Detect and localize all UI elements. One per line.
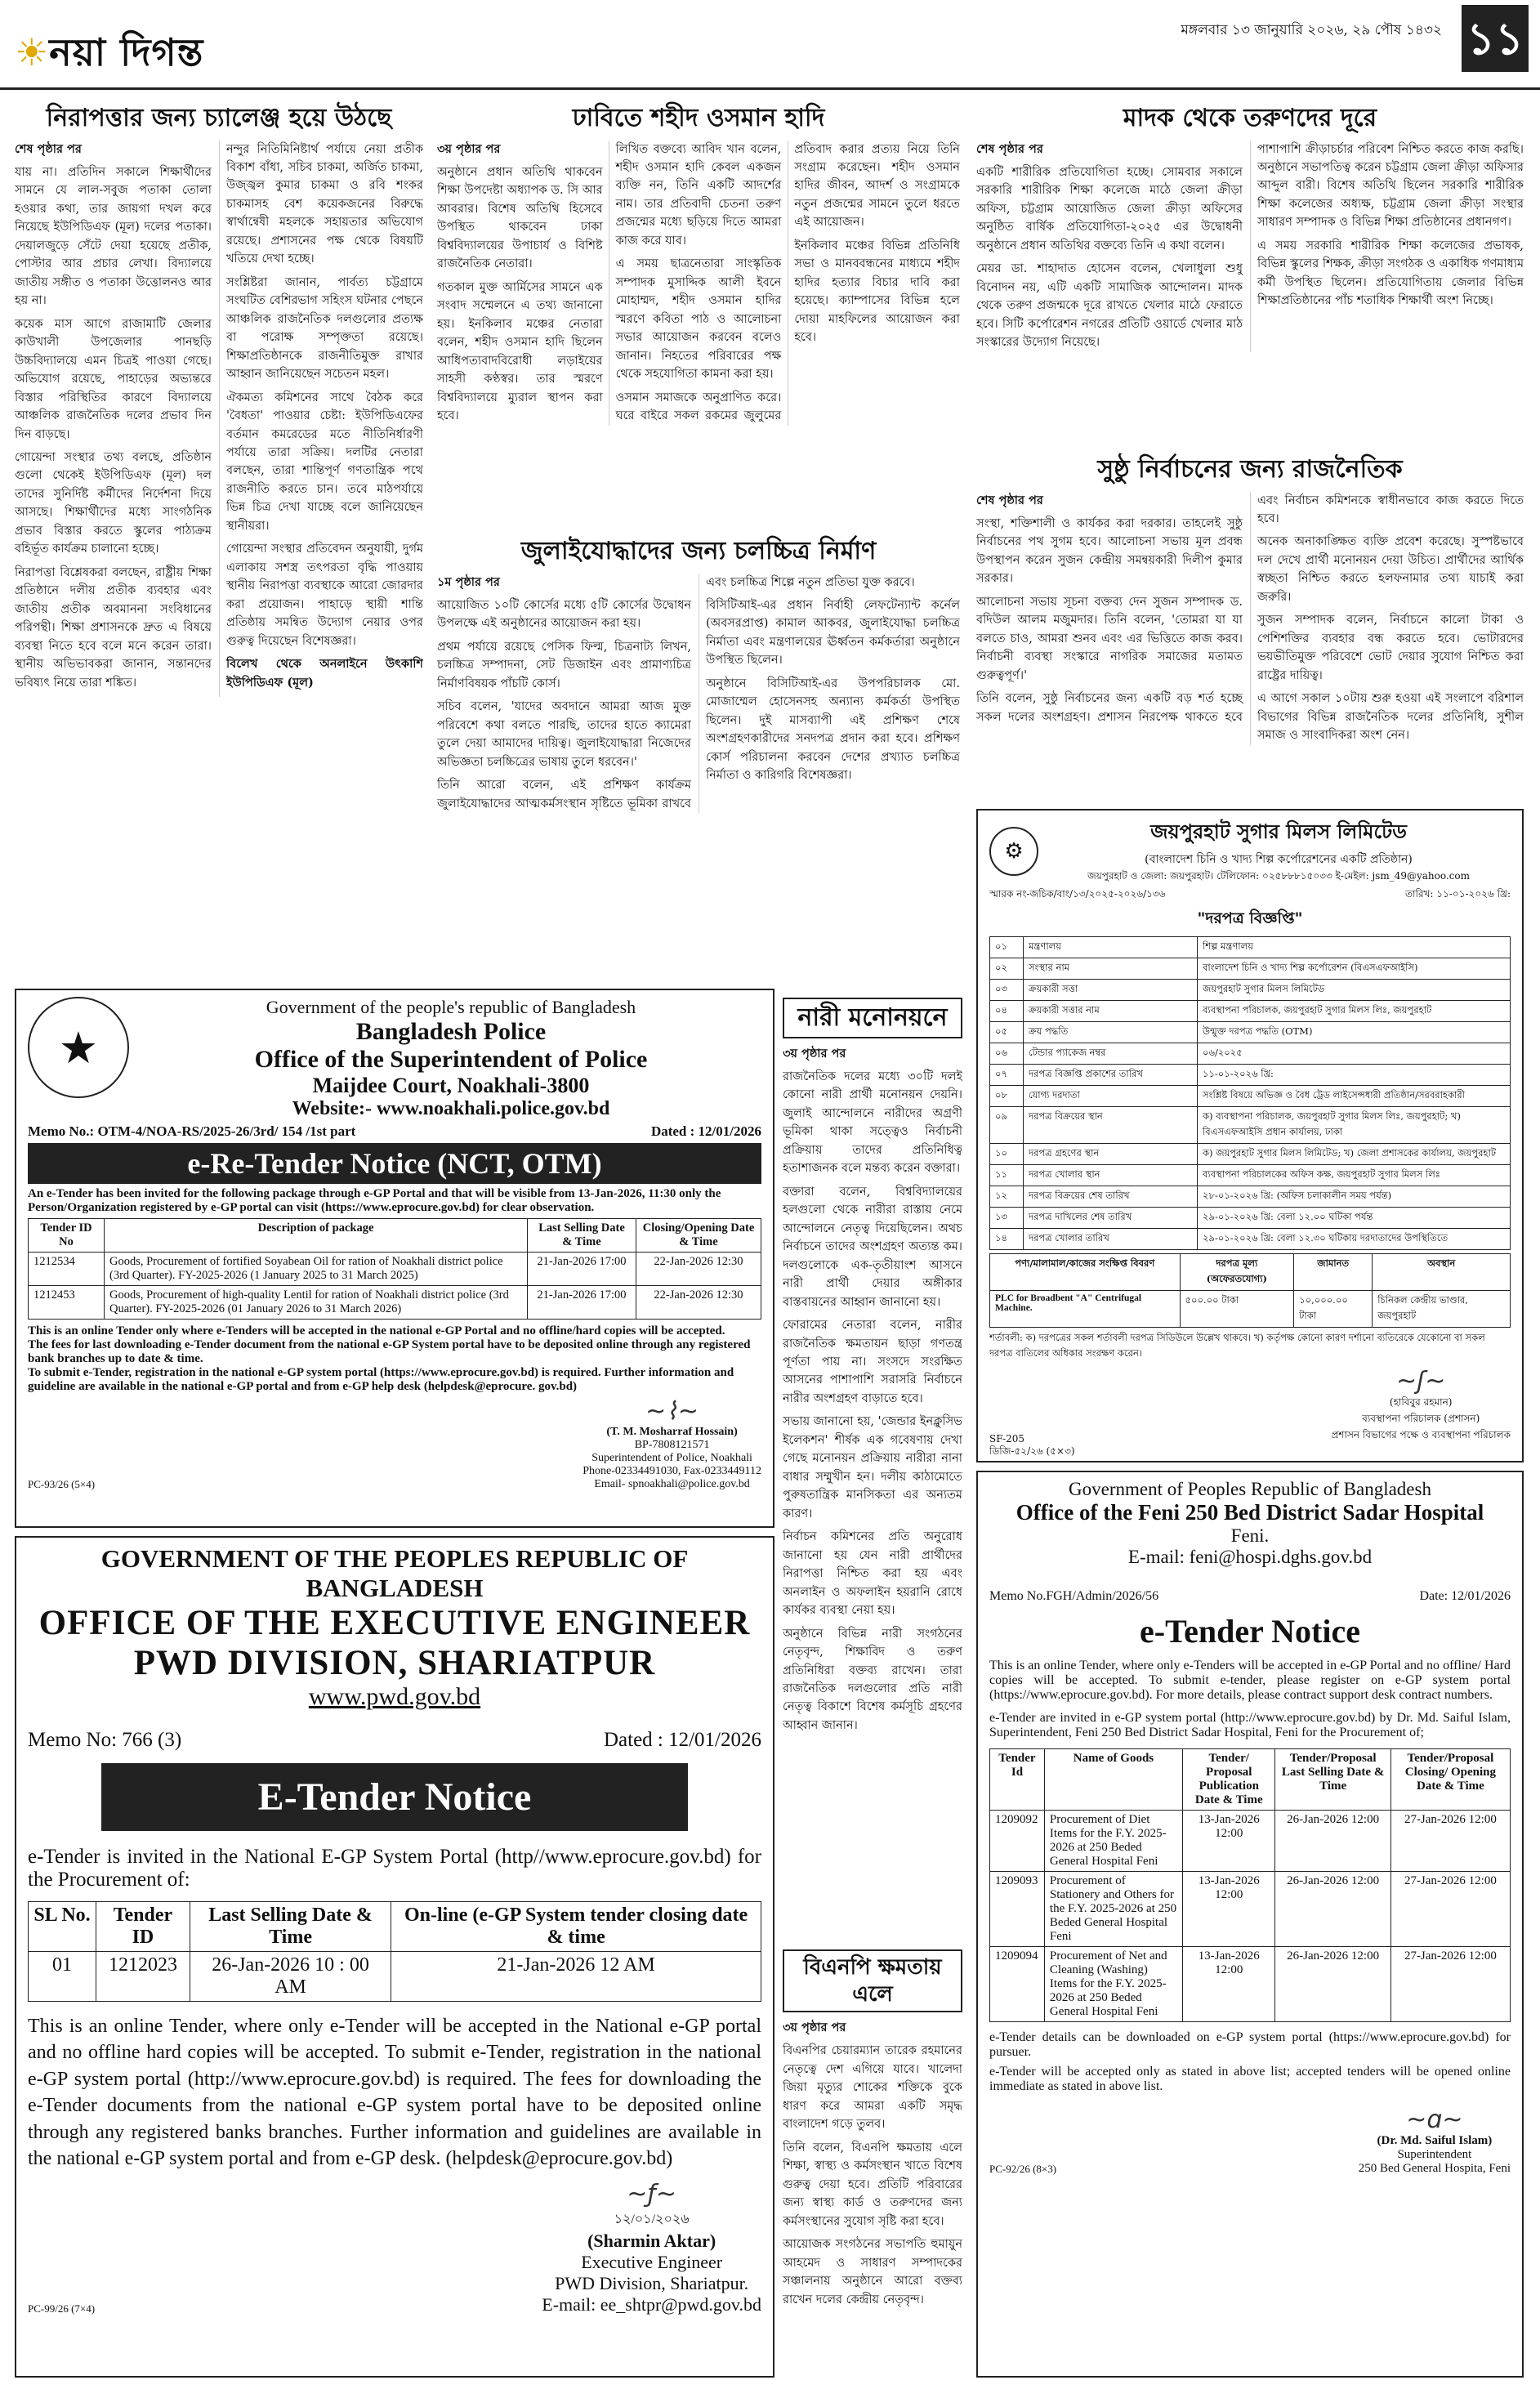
publication-date: 13-Jan-2026 12:00 [1183,1872,1275,1947]
story-security [15,98,423,980]
row-number: ০২ [990,958,1024,980]
ad-code: PC-93/26 (5×4) [28,1478,96,1490]
feni-hospital-tender-notice [976,1471,1524,2378]
memo-date: Date: 12/01/2026 [1419,1589,1511,1603]
signatory-bp: BP-7808121571 [634,1439,710,1451]
story-election [976,449,1524,801]
company-subtitle: (বাংলাদেশ চিনি ও খাদ্য শিল্প কর্পোরেশনের একটি প্রতিষ্ঠান) [1145,853,1413,866]
column-header: জামানত [1294,1254,1373,1291]
column-header: Tender Id [990,1749,1045,1811]
signatory-title: Superintendent [1397,2148,1472,2161]
paragraph: এ আগে সকাল ১০টায় শুরু হওয়া এই সংলাপে বরিশাল বিভাগের বিভিন্ন রাজনৈতিক দলের প্রতিনিধি, সুশীল সমাজ ও সাংবাদিকরা অংশ নেন। [1257,692,1524,743]
tender-id: 1209093 [990,1872,1045,1947]
police-emblem-icon: ★ [28,997,129,1098]
paragraph: সচিব বলেন, 'যাদের অবদানে আমরা আজ মুক্ত পরিবেশে কথা বলতে পারছি, তাদের হাতে ক্যামেরা তুলে দেয়া আমাদের দায়িত্ব। জুলাইযোদ্ধারা নিজেদের অভিজ্ঞতা চলচ্চিত্রের ভাষায় তুলে ধরবেন।' [437,700,691,769]
goods-name: Procurement of Stationery and Others for the F.Y. 2025-2026 at 250 Beded General Hospital Feni [1044,1872,1182,1947]
paragraph: রাজনৈতিক দলের মধ্যে ৩০টি দলই কোনো নারী প্রার্থী মনোনয়ন দেয়নি। জুলাই আন্দোলনে নারীদের অগ্রণী ভূমিকা থাকা সত্ত্বেও নির্বাচনী প্রক্রিয়ায় তাদের প্রতিনিধিত্ব হতাশাজনক বলে মন্তব্য করেন বক্তারা। [783,1069,962,1176]
paragraph: সভায় জানানো হয়, 'জেন্ডার ইনক্লুসিভ ইলেকশন' শীর্ষক এক গবেষণায় দেখা গেছে মনোনয়ন প্রক্রিয়ায় নারীরা নানা বাধার সম্মুখীন হন। দলীয় কাঠামোতে পুরুষতান্ত্রিক মানসিকতা এর অন্যতম কারণ। [783,1415,962,1521]
story-body [976,141,1524,352]
paragraph: অনেক অনাকাঙ্ক্ষিত ব্যক্তি প্রবেশ করেছে। সুস্পষ্টভাবে দল দেখে প্রার্থী মনোনয়ন দেয়া উচিত। প্রার্থীদের আর্থিক স্বচ্ছতা নিশ্চিত করতে হলফনামার তথ্য যাচাই করা জরুরি। [1257,535,1524,604]
office-name: Office of the Feni 250 Bed District Sadar Hospital [1016,1500,1484,1525]
paragraph: নন্দুর নিতিমিনিষ্টাৰ্থ পর্যায়ে নেয়া প্রতীক বিকাশ বাঁধা, সচিব চাকমা, অর্জিত চাকমা, উজ্জ্বল কুমার চাকমা ও রবি শংকর চাকমাসহ বেশ কয়েকজনের বিরুদ্ধে স্বার্থান্বেষী মহলকে সহায়তার অভিযোগ রয়েছে। প্রশাসনের পক্ষ থেকে বিষয়টি খতিয়ে দেখা হচ্ছে। [226,142,423,266]
column-header: পণ্য/মালামাল/কাজের সংক্ষিপ্ত বিবরণ [990,1254,1181,1291]
paragraph: প্রথম পর্যায়ে রয়েছে পেসিক ফিল্ম, চিত্রনাট্য লিখন, চলচ্চিত্র সম্পাদনা, সেট ডিজাইন এবং প্রামাণ্যচিত্র নির্মাণবিষয়ক পাঁচটি কোর্স। [437,640,691,690]
tender-id: 1212534 [29,1253,105,1286]
paragraph: বিএনপির চেয়ারম্যান তারেক রহমানের নেতৃত্বে দেশ এগিয়ে যাবে। খালেদা জিয়া মৃত্যুর শোকের শক্তিকে বুকে ধারণ করে আমরা একটি সমৃদ্ধ বাংলাদেশ গড়ে তুলব। [783,2044,962,2132]
notice-banner: E-Tender Notice [101,1763,688,1831]
memo-date: Dated : 12/01/2026 [650,1123,761,1139]
column-header: On-line (e-GP System tender closing date & time [391,1902,761,1952]
last-selling-date: 26-Jan-2026 12:00 [1275,1947,1390,2022]
row-label: দরপত্র খোলার স্থান [1024,1165,1198,1186]
closing-date: 22-Jan-2026 12:30 [636,1253,761,1286]
story-lead: শেষ পৃষ্ঠার পর [976,493,1043,507]
paragraph: আয়োজক সংগঠনের সভাপতি হুমায়ুন আহমেদ ও সাধারণ সম্পাদকের সঞ্চালনায় অনুষ্ঠানে আরো বক্তব্য রাখেন দলের কেন্দ্রীয় নেতৃবৃন্দ। [783,2238,962,2306]
footer-text-2: e-Tender will be accepted only as stated in above list; accepted tenders will be opened online immediate as stated in above list. [989,2065,1511,2093]
row-value: ২৯-০১-২০২৬ খ্রি: বেলা ১২.৩০ ঘটিকায় দরদাতাদের উপস্থিতিতে [1198,1229,1511,1250]
closing-date: 22-Jan-2026 12:30 [636,1286,761,1320]
paragraph: আলোচনা সভায় সূচনা বক্তব্য দেন সুজন সম্পাদক ড. বদিউল আলম মজুমদার। তিনি বলেন, 'তোমরা যা যা বলতে চাও, আমরা শুনব এবং এর ভিত্তিতে কাজ করব। নির্বাচনী ব্যবস্থা সংস্কারে নাগরিক সমাজের মতামত গুরুত্বপূর্ণ।' [976,595,1243,682]
signatory-name: (হাবিবুর রহমান) [1389,1396,1453,1408]
table-row [990,937,1511,958]
headline: সুষ্ঠু নির্বাচনের জন্য রাজনৈতিক [1097,455,1403,484]
table-row [990,1208,1511,1229]
last-selling-date: 26-Jan-2026 10 : 00 AM [190,1952,391,2002]
story-end-note: বিলেখ থেকে অনলাইনে উৎকাশি ইউপিডিএফ (মূল) [226,657,423,690]
pwd-tender-notice [15,1536,774,2378]
intro-text: An e-Tender has been invited for the following package through e-GP Portal and that will be visible from 13-Jan-2026, 11:30 only the Person/Organization registered by e-GP portal can visit (https://www.eprocure.gov.bd) for clear observation. [28,1187,721,1214]
gov-line: GOVERNMENT OF THE PEOPLES REPUBLIC OF BANGLADESH [100,1544,689,1602]
paragraph: পাশাপাশি ক্রীড়াচর্চার পরিবেশ নিশ্চিত করতে কাজ করছি। অনুষ্ঠানে সভাপতিত্ব করেন চট্টগ্রাম জেলা ক্রীড়া অফিসার আব্দুল বারী। বিশেষ অতিথি ছিলেন সরকারি শারীরিক শিক্ষা কলেজের অধ্যক্ষ, চট্টগ্রাম জেলা ক্রীড়া সংস্থার সাধারণ সম্পাদক ও বিভিন্ন শিক্ষা প্রতিষ্ঠানের প্রধানগণ। [1257,142,1524,230]
row-number: ০৪ [990,1001,1024,1022]
signatory-org: 250 Bed General Hospita, Feni [1358,2162,1511,2175]
masthead [0,0,1540,90]
row-label: ক্রয়কারী সত্তা [1024,980,1198,1001]
column-header: Tender ID [96,1902,190,1952]
story-lead: শেষ পৃষ্ঠার পর [976,141,1043,156]
story-body [15,141,423,698]
column-header: Tender/Proposal Last Selling Date & Time [1275,1749,1390,1811]
row-number: ০৯ [990,1107,1024,1144]
row-label: দরপত্র দাখিলের শেষ তারিখ [1024,1208,1198,1229]
table-row [29,1286,761,1320]
row-value: সংশ্লিষ্ট বিষয়ে অভিজ্ঞ ও বৈধ ট্রেড লাইসেন্সধারী প্রতিষ্ঠান/সরবরাহকারী [1198,1086,1511,1107]
conditions: শর্তাবলী: ক) দরপত্রের সকল শর্তাবলী দরপত্র সিডিউলে উল্লেখ থাকবে। খ) কর্তৃপক্ষ কোনো কারণ দর্শানো ব্যতিরেকে যেকোনো বা সকল দরপত্র বাতিলের অধিকার সংরক্ষণ করেন। [989,1332,1485,1359]
table-row [990,1291,1511,1328]
paragraph: গোয়েন্দা সংস্থার প্রতিবেদন অনুযায়ী, দুর্গম এলাকায় সশস্ত্র তৎপরতা বৃদ্ধি পাওয়ায় স্থানীয় নিরাপত্তা ব্যবস্থাকে আরো জোরদার করা প্রয়োজন। পাহাড়ে স্থায়ী শান্তি প্রতিষ্ঠায় সমন্বিত উদ্যোগ নেয়ার ওপর গুরুত্ব দিয়েছেন বিশেষজ্ঞরা। [226,543,423,648]
goods-name: Procurement of Diet Items for the F.Y. 2025-2026 at 250 Beded General Hospital Feni [1044,1811,1182,1872]
sugar-item-table [989,1253,1511,1328]
headline: জুলাইযোদ্ধাদের জন্য চলচ্চিত্র নির্মাণ [520,537,877,565]
story-lead: শেষ পৃষ্ঠার পর [15,141,82,156]
body-text: This is an online Tender, where only e-Tender will be accepted in the National e-GP portal and no offline hard copies will be accepted. To submit e-Tender, registration in the national e-GP system portal (http://www.eprocure.gov.bd) is required. The fees for downloading the e-Tender documents from the national e-GP system portal have to be deposited online through any registered banks branches. Further information and guidelines are available in the national e-GP system portal and from e-GP desk. (helpdesk@eprocure.gov.bd) [28,2016,761,2169]
paragraph: গোয়েন্দা সংস্থার তথ্য বলছে, প্রতিষ্ঠান গুলো থেকেই ইউপিডিএফ (মূল) দল তাদের সুনির্দিষ্ট কর্মীদের নির্দেশনা দিয়ে আসছে। শিক্ষার্থীদের মধ্যে সাংগঠনিক প্রভাব বিস্তার করতে স্কুলের পাঠ্যক্রম বহির্ভূত কার্যক্রম চালানো হচ্ছে। [15,451,212,556]
row-number: ১০ [990,1144,1024,1165]
publication-date: 13-Jan-2026 12:00 [1183,1811,1275,1872]
notice-title: "দরপত্র বিজ্ঞপ্তি" [1197,909,1303,927]
sugar-info-table [989,936,1511,1250]
row-value: জয়পুরহাট সুগার মিলস লিমিটেড [1198,980,1511,1001]
row-value: শিল্প মন্ত্রণালয় [1198,937,1511,958]
row-value: বাংলাদেশ চিনি ও খাদ্য শিল্প কর্পোরেশন (বিএসএফআইসি) [1198,958,1511,980]
last-selling-date: 26-Jan-2026 12:00 [1275,1811,1390,1872]
signatory-name: (Sharmin Aktar) [587,2231,716,2252]
column-header: Last Selling Date & Time [190,1902,391,1952]
sugar-mill-logo-icon: ⚙ [989,827,1038,876]
row-label: মন্ত্রণালয় [1024,937,1198,958]
table-row [990,1022,1511,1043]
closing-date: 21-Jan-2026 12 AM [391,1952,761,2002]
row-number: ১৪ [990,1229,1024,1250]
row-value: ক) ব্যবস্থাপনা পরিচালক, জয়পুরহাট সুগার মিলস লিঃ, জয়পুরহাট; খ) বিএসএফআইসি প্রধান কার্যালয়, ঢাকা [1198,1107,1511,1144]
website: www.pwd.gov.bd [308,1683,481,1710]
signatory-email: Email- spnoakhali@police.gov.bd [594,1478,750,1490]
signature-date: ১২/০১/২০২৬ [614,2213,690,2227]
row-label: দরপত্র বিক্রয়ের স্থান [1024,1107,1198,1144]
newspaper-logo: ☀নয়া দিগন্ত [15,30,204,74]
notice-title: e-Tender Notice [1140,1613,1360,1650]
headline: বিএনপি ক্ষমতায় এলে [783,1949,962,2012]
office-name: Office of the Superintendent of Police [254,1046,648,1073]
table-row [29,1952,761,2002]
publication-date: 13-Jan-2026 12:00 [1183,1947,1275,2022]
headline: নিরাপত্তার জন্য চ্যালেঞ্জ হয়ে উঠছে [46,104,392,132]
signatory-name: (T. M. Mosharraf Hossain) [606,1426,738,1438]
row-value: ০৬/২০২৫ [1198,1043,1511,1065]
column-header: দরপত্র মূল্য (অফেরতযোগ্য) [1180,1254,1294,1291]
gov-line: Government of Peoples Republic of Bangladesh [1069,1479,1431,1499]
paragraph: মেয়র ডা. শাহাদাত হোসেন বলেন, খেলাধুলা শুধু বিনোদন নয়, এটি একটি সামাজিক আন্দোলন। মাদক থেকে তরুণ প্রজন্মকে দূরে রাখতে খেলার মাঠে ফেরাতে হবে। সিটি কর্পোরেশন নগরের প্রতিটি ওয়ার্ডে খেলার মাঠ সংস্কারের উদ্যোগ নিয়েছে। [976,262,1243,350]
paragraph: আয়োজিত ১০টি কোর্সের মধ্যে ৫টি কোর্সের উদ্বোধন উপলক্ষে এই অনুষ্ঠানের আয়োজন করা হয়। [437,598,691,631]
paragraph: সুজন সম্পাদক বলেন, নির্বাচনে কালো টাকা ও পেশিশক্তির ব্যবহার বন্ধ করতে হবে। ভোটারদের ভয়ভীতিমুক্ত পরিবেশে ভোট দেয়ার সুযোগ নিশ্চিত করা রাষ্ট্রের দায়িত্ব। [1257,614,1524,682]
memo-number: স্মারক নং-জচিক/বাং/১৩/২০২৫-২০২৬/১৩৬ [989,888,1166,900]
signatory-phone: Phone-02334491030, Fax-0233449112 [583,1465,761,1477]
page-number: ১১ [1462,5,1529,72]
paragraph: তিনি আরো বলেন, এই প্রশিক্ষণ কার্যক্রম জুলাইযোদ্ধাদের আত্মকর্মসংস্থান সৃষ্টিতে ভূমিকা রাখবে এবং চলচ্চিত্র শিল্পে নতুন প্রতিভা যুক্ত করবে। [437,575,915,810]
story-body [437,141,960,426]
last-selling-date: 26-Jan-2026 12:00 [1275,1872,1390,1947]
row-label: দরপত্র বিজ্ঞপ্তি প্রকাশের তারিখ [1024,1065,1198,1086]
tender-id: 1212023 [96,1952,190,2002]
intro-text: This is an online Tender, where only e-Tenders will be accepted in e-GP Portal and no offline/ Hard copies will be accepted. To submit e-tender, please register on e-GP system portal (https://www.eprocure.gov.bd). For more details, please contract support desk contract numbers. [989,1659,1511,1702]
item-description: PLC for Broadbent "A" Centrifugal Machine. [990,1291,1181,1328]
gov-line: Government of the people's republic of Bangladesh [266,997,636,1017]
row-value: ১১-০১-২০২৬ খ্রি: [1198,1065,1511,1086]
story-lead: ৩য় পৃষ্ঠার পর [437,141,501,156]
row-number: ১১ [990,1165,1024,1186]
note-line: The fees for last downloading e-Tender document from the national e-GP System portal have to be deposited online through any registered bank branches up to date & time. [28,1338,751,1365]
paragraph: অনুষ্ঠানে বিসিটিআই-এর উপপরিচালক মো. মোজাম্মেল হোসেনসহ অন্যান্য কর্মকর্তা উপস্থিত ছিলেন। দুই মাসব্যাপী এই প্রশিক্ষণ শেষে অংশগ্রহণকারীদের সনদপত্র প্রদান করা হবে। প্রশিক্ষণ কোর্স পরিচালনা করবেন দেশের প্রখ্যাত চলচ্চিত্র নির্মাতা ও কারিগরি বিশেষজ্ঞরা। [706,677,960,783]
footer-text: e-Tender details can be downloaded on e-GP system portal (https://www.eprocure.gov.bd) for pursuer. [989,2030,1511,2059]
paragraph: বক্তারা বলেন, বিশ্ববিদ্যালয়ের হলগুলো থেকে নারীরা রাস্তায় নেমে আন্দোলনে নেতৃত্ব দিয়েছিলেন। অথচ নির্বাচনে তাদের অংশগ্রহণ অত্যন্ত কম। দলগুলোকে এক-তৃতীয়াংশ আসনে নারী প্রার্থী দেয়ার অঙ্গীকার বাস্তবায়নের আহ্বান জানানো হয়। [783,1185,962,1309]
notice-banner: e-Re-Tender Notice (NCT, OTM) [28,1143,761,1184]
signatory-name: (Dr. Md. Saiful Islam) [1377,2134,1493,2147]
table-row [990,1811,1511,1872]
intro-text-2: e-Tender are invited in e-GP system portal (http://www.eprocure.gov.bd) by Dr. Md. Saiful Islam, Superintendent, Feni 250 Bed District Sadar Hospital, Feni for the Procurement of; [989,1711,1511,1739]
feni-tender-table [989,1748,1511,2022]
story-lead: ৩য় পৃষ্ঠার পর [783,2021,846,2034]
row-number: ১২ [990,1186,1024,1208]
story-july-film [437,531,960,989]
last-selling-date: 21-Jan-2026 17:00 [528,1286,636,1320]
item-place: চিনিকল কেন্দ্রীয় ভাণ্ডার, জয়পুরহাট [1373,1291,1511,1328]
intro-text: e-Tender is invited in the National E-GP System Portal (http//www.eprocure.gov.bd) for the Procurement of: [28,1846,761,1891]
column-header: Tender/Proposal Closing/ Opening Date & Time [1390,1749,1510,1811]
story-body [437,574,960,814]
paragraph: তিনি বলেন, বিএনপি ক্ষমতায় এলে শিক্ষা, স্বাস্থ্য ও কর্মসংস্থান খাতে বিশেষ গুরুত্ব দেয়া হবে। প্রতিটি পরিবারের জন্য স্বাস্থ্য কার্ড ও তরুণদের জন্য কর্মসংস্থানের সুযোগ সৃষ্টি করা হবে। [783,2141,962,2228]
row-label: ক্রয় পদ্ধতি [1024,1022,1198,1043]
paragraph: ঐকমত্য কমিশনের সাথে বৈঠক করে 'বৈধতা' পাওয়ার চেষ্টা: ইউপিডিএফের বর্তমান কমরেডের মতে নীতিনির্ধারণী পর্যায়ে তারা সক্রিয়। দলটির নেতারা বলছেন, তারা শান্তিপূর্ণ গণতান্ত্রিক পথে রাজনীতি করতে চান। তবে মাঠপর্যায়ে ভিন্ন চিত্র দেখা যাচ্ছে বলে জানিয়েছেন স্থানীয়রা। [226,391,423,533]
ad-code: PC-99/26 (7×4) [28,2302,96,2315]
story-osman-hadi [437,98,960,523]
table-row [990,1186,1511,1208]
table-row [990,1229,1511,1250]
memo-number: Memo No: 766 (3) [28,1729,182,1751]
column-header: Name of Goods [1044,1749,1182,1811]
goods-name: Procurement of Net and Cleaning (Washing) Items for the F.Y. 2025-2026 at 250 Beded General Hospital Feni [1044,1947,1182,2022]
row-number: ০৩ [990,980,1024,1001]
website: Website:- www.noakhali.police.gov.bd [292,1098,610,1119]
table-row [990,958,1511,980]
package-description: Goods, Procurement of high-quality Lentil for ration of Noakhali district police (3rd Quarter). FY-2025-2026 (01 January 2026 to 31 March 2026) [105,1286,528,1320]
paragraph: একটি শারীরিক প্রতিযোগিতা হচ্ছে। সোমবার সকালে সরকারি শারীরিক শিক্ষা কলেজে মাঠে জেলা ক্রীড়া অফিস, চট্টগ্রাম আয়োজিত জেলা ক্রীড়া অফিসের অনুষ্ঠিত বার্ষিক প্রতিযোগিতা-২০২৫ এর উদ্বোধনী অনুষ্ঠানে প্রধান অতিথির বক্তব্যে তিনি এ কথা বলেন। [976,165,1243,252]
memo-date: Dated : 12/01/2026 [603,1729,761,1751]
row-label: টেন্ডার প্যাকেজ নম্বর [1024,1043,1198,1065]
table-row [990,1144,1511,1165]
item-price: ৫০০.০০ টাকা [1180,1291,1294,1328]
row-value: উন্মুক্ত দরপত্র পদ্ধতি (OTM) [1198,1022,1511,1043]
ad-code: SF-205 [989,1433,1024,1445]
police-tender-table [28,1218,761,1320]
memo-date: তারিখ: ১১-০১-২০২৬ খ্রি: [1405,888,1511,900]
note-line: This is an online Tender only where e-Tenders will be accepted in the national e-GP Portal and no offline/hard copies will be accepted. [28,1324,725,1337]
table-row [990,1107,1511,1144]
row-label: দরপত্র খোলার তারিখ [1024,1229,1198,1250]
signature-image: ~ɑ~ [1406,2106,1463,2134]
sugar-mills-tender-notice [976,809,1524,1462]
story-drugs [976,98,1524,441]
office-city: Feni. [1230,1525,1270,1546]
last-selling-date: 21-Jan-2026 17:00 [528,1253,636,1286]
company-address: জয়পুরহাট ও জেলা: জয়পুরহাট। টেলিফোন: ০২৫৮৮৮১৫০৩৩ ই-মেইল: jsm_49@yahoo.com [1087,870,1471,882]
row-label: দরপত্র বিক্রয়ের শেষ তারিখ [1024,1186,1198,1208]
department: Bangladesh Police [355,1018,547,1045]
paragraph: তিনি বলেন, সুষ্ঠু নির্বাচনের জন্য একটি বড় শর্ত হচ্ছে সকল দলের অংশগ্রহণ। প্রশাসন নিরপেক্ষ থাকতে হবে এবং নির্বাচন কমিশনকে স্বাধীনভাবে কাজ করতে দিতে হবে। [976,493,1524,724]
column-header: Tender ID No [29,1219,105,1253]
office-address: Maijdee Court, Noakhali-3800 [312,1074,590,1097]
row-number: ০৭ [990,1065,1024,1086]
headline: নারী মনোনয়নে [783,998,962,1038]
paragraph: যায় না। প্রতিদিন সকালে শিক্ষার্থীদের সামনে যে লাল-সবুজ পতাকা তোলা হওয়ার কথা, তার জায়গা দখল করে নিয়েছে ইউপিডিএফ (মূল) দলের পতাকা। দেয়ালজুড়ে সেঁটে দেয়া হয়েছে প্রতীক, পোস্টার আর প্রচার লেখা। বিদ্যালয়ে জাতীয় সঙ্গীত ও পতাকা উত্তোলনও আর হয় না। [15,165,212,308]
closing-date: 27-Jan-2026 12:00 [1390,1872,1510,1947]
paragraph: সংশ্লিষ্টরা জানান, পার্বত্য চট্টগ্রামে সংঘটিত বেশিরভাগ সহিংস ঘটনার পেছনে আঞ্চলিক রাজনৈতিক দলগুলোর প্রত্যক্ষ বা পরোক্ষ সম্পৃক্ততা রয়েছে। শিক্ষাপ্রতিষ্ঠানকে রাজনীতিমুক্ত রাখার আহ্বান জানিয়েছেন সচেতন মহল। [226,275,423,382]
memo-number: Memo No.: OTM-4/NOA-RS/2025-26/3rd/ 154 /1st part [28,1123,356,1139]
closing-date: 27-Jan-2026 12:00 [1390,1811,1510,1872]
office-email: E-mail: feni@hospi.dghs.gov.bd [1127,1547,1373,1567]
serial-number: 01 [29,1952,96,2002]
paragraph: ইনকিলাব মঞ্চের বিভিন্ন প্রতিনিধি সভা ও মানববন্ধনের মাধ্যমে শহীদ হাদির হত্যার বিচার দাবি করা হয়েছে। ক্যাম্পাসের বিভিন্ন হলে দোয়া মাহফিলের আয়োজন করা হবে। [794,239,960,345]
row-value: ব্যবস্থাপনা পরিচালক, জয়পুরহাট সুগার মিলস লিঃ, জয়পুরহাট [1198,1001,1511,1022]
police-tender-notice [15,989,774,1528]
paragraph: অনুষ্ঠানে প্রধান অতিথি থাকবেন শিক্ষা উপদেষ্টা অধ্যাপক ড. সি আর আবরার। বিশেষ অতিথি হিসেবে উপস্থিত থাকবেন ঢাকা বিশ্ববিদ্যালয়ের উপাচার্য ও বিশিষ্ট রাজনৈতিক নেতারা। [437,165,603,271]
row-label: যোগ্য দরদাতা [1024,1086,1198,1107]
ad-code-secondary: ডিজি-৫২/২৬ (৫×৩) [989,1445,1075,1457]
headline: মাদক থেকে তরুণদের দূরে [1123,104,1377,132]
row-label: সংস্থার নাম [1024,958,1198,980]
division-name: PWD DIVISION, SHARIATPUR [133,1644,656,1682]
row-value: ২৮-০১-২০২৬ খ্রি: (অফিস চলাকালীন সময় পর্যন্ত) [1198,1186,1511,1208]
table-row [29,1253,761,1286]
signatory-title: ব্যবস্থাপনা পরিচালক (প্রশাসন) [1362,1413,1480,1424]
row-number: ০১ [990,937,1024,958]
table-row [990,1872,1511,1947]
signature-image: ~ƒ~ [627,2180,677,2209]
table-row [990,980,1511,1001]
memo-number: Memo No.FGH/Admin/2026/56 [989,1589,1159,1603]
tender-id: 1212453 [29,1286,105,1320]
row-label: দরপত্র গ্রহণের স্থান [1024,1144,1198,1165]
column-header: Description of package [105,1219,528,1253]
paragraph: এ সময় ছাত্রনেতারা সাংস্কৃতিক সম্পাদক মুসাদ্দিক আলী ইবনে মোহাম্মদ, শহীদ ওসমান হাদির স্মরণে কবিতা পাঠ ও আলোচনা সভার আয়োজন করবেন বলেও জানান। নিহতের পরিবারের পক্ষ থেকে সহযোগিতা কামনা করা হয়। [615,257,782,382]
column-header: Closing/Opening Date & Time [636,1219,761,1253]
story-bnp [783,1945,962,2378]
paragraph: কয়েক মাস আগে রাজামাটি জেলার কাউখালী উপজেলার পানছড়ি উচ্চবিদ্যালয়ে এমন চিত্রই পাওয়া গেছে। অভিযোগ রয়েছে, পাহাড়ের অভ্যন্তরে বিস্তার পরিস্থিতির কারণে বিদ্যালয়ে আঞ্চলিক রাজনৈতিক দলের প্রভাব দিন দিন বাড়ছে। [15,317,212,441]
paragraph: নির্বাচন কমিশনের প্রতি অনুরোধ জানানো হয় যেন নারী প্রার্থীদের নিরাপত্তা নিশ্চিত করা হয় এবং অনলাইন ও অফলাইন হয়রানি রোধে কার্যকর ব্যবস্থা নেয়া হয়। [783,1530,962,1618]
row-number: ০৫ [990,1022,1024,1043]
story-lead: ১ম পৃষ্ঠার পর [437,574,500,589]
column-header: Tender/ Proposal Publication Date & Time [1183,1749,1275,1811]
row-value: ২৯-০১-২০২৬ খ্রি: বেলা ১২.০০ ঘটিকা পর্যন্ত [1198,1208,1511,1229]
table-row [990,1086,1511,1107]
headline: ঢাবিতে শহীদ ওসমান হাদি [572,104,825,132]
paragraph: অনুষ্ঠানে বিভিন্ন নারী সংগঠনের নেতৃবৃন্দ, শিক্ষাবিদ ও তরুণ প্রতিনিধিরা বক্তব্য রাখেন। তারা রাজনৈতিক দলগুলোর প্রতি নারী নেতৃত্ব বিকাশে বিশেষ কর্মসূচি গ্রহণের আহ্বান জানান। [783,1627,962,1732]
signatory-email: E-mail: ee_shtpr@pwd.gov.bd [542,2294,761,2315]
signature-image: ~⌇~ [645,1397,699,1426]
column-header: SL No. [29,1902,96,1952]
paragraph: ওসমান সমাজকে অনুপ্রাণিত করে। ঘরে বাইরে সকল রকমের জুলুমের প্রতিবাদ করার প্রত্যয় নিয়ে তিনি সংগ্রাম করেছেন। শহীদ ওসমান হাদির জীবন, আদর্শ ও সংগ্রামকে নতুন প্রজন্মের সামনে তুলে ধরতে এই আয়োজন। [615,142,960,423]
column-header: অবস্থান [1373,1254,1511,1291]
paragraph: সংস্থা, শক্তিশালী ও কার্যকর করা দরকার। তাহলেই সুষ্ঠু নির্বাচনের পথ সুগম হবে। আলোচনা সভায় মূল প্রবন্ধ উপস্থাপন করেন সুজন কেন্দ্রীয় সমন্বয়কারী দিলীপ কুমার সরকার। [976,516,1243,586]
company-name: জয়পুরহাট সুগার মিলস লিমিটেড [1150,819,1407,843]
row-value: ক) জয়পুরহাট সুগার মিলস লিমিটেড; খ) জেলা প্রশাসকের কার্যালয়, জয়পুরহাট [1198,1144,1511,1165]
row-label: ক্রয়কারী সত্তার নাম [1024,1001,1198,1022]
sun-logo-icon: ☀ [15,30,50,74]
paragraph: ফোরামের নেতারা বলেন, নারীর রাজনৈতিক ক্ষমতায়ন ছাড়া গণতন্ত্র পূর্ণতা পায় না। সংসদে সংরক্ষিত আসনের পাশাপাশি সরাসরি নির্বাচনে নারীর অংশগ্রহণ বাড়াতে হবে। [783,1319,962,1405]
signature-image: ~ʃ~ [1396,1367,1446,1395]
column-header: Last Selling Date & Time [528,1219,636,1253]
pwd-tender-table [28,1901,761,2002]
paragraph: এ সময় সরকারি শারীরিক শিক্ষা কলেজের প্রভাষক, বিভিন্ন স্কুলের শিক্ষক, ক্রীড়া সংগঠক ও একাধিক গণমাধ্যম কর্মী উপস্থিত ছিলেন। প্রতিযোগিতায় জেলার বিভিন্ন শিক্ষাপ্রতিষ্ঠানের পাঁচ শতাধিক শিক্ষার্থী অংশ নিচ্ছে। [1257,239,1524,308]
signatory-designation: প্রশাসন বিভাগের পক্ষে ও ব্যবস্থাপনা পরিচালক [1331,1429,1511,1440]
paragraph: নিরাপত্তা বিশ্লেষকরা বলছেন, রাষ্ট্রীয় শিক্ষা প্রতিষ্ঠানে দলীয় প্রতীক ব্যবহার এবং জাতীয় প্রতীক অবমাননা সংবিধানের পরিপন্থী। শিক্ষা প্রশাসনকে দ্রুত এ বিষয়ে ব্যবস্থা নিতে হবে বলে মনে করেন তারা। স্থানীয় অভিভাবকরা জানান, সন্তানদের ভবিষ্যৎ নিয়ে তারা শঙ্কিত। [15,565,212,690]
item-security: ১০,০০০.০০ টাকা [1294,1291,1373,1328]
story-body [976,492,1524,745]
table-row [990,1065,1511,1086]
row-value: ব্যবস্থাপনা পরিচালকের অফিস কক্ষ, জয়পুরহাট সুগার মিলস লিঃ [1198,1165,1511,1186]
signatory-title: Superintendent of Police, Noakhali [591,1452,752,1464]
paragraph: বিসিটিআই-এর প্রধান নির্বাহী লেফটেন্যান্ট কর্নেল (অবসরপ্রাপ্ত) কামাল আকবর, জুলাইযোদ্ধা চলচ্চিত্র নির্মাতা এবং মন্ত্রণালয়ের ঊর্ধ্বতন কর্মকর্তারা অনুষ্ঠানে উপস্থিত ছিলেন। [706,598,960,668]
paragraph: লিখিত বক্তব্যে আবিদ খান বলেন, শহীদ ওসমান হাদি কেবল একজন ব্যক্তি নন, তিনি একটি আদর্শের নাম। তার প্রতিবাদী চেতনা তরুণ প্রজন্মের মধ্যে ছড়িয়ে দিতে আমরা কাজ করে যাব। [615,142,782,248]
ad-code: PC-92/26 (8×3) [989,2163,1057,2175]
closing-date: 27-Jan-2026 12:00 [1390,1947,1510,2022]
office-name: OFFICE OF THE EXECUTIVE ENGINEER [38,1604,751,1642]
story-lead: ৩য় পৃষ্ঠার পর [783,1046,846,1061]
paragraph: গতকাল মুক্ত আর্মিসের সামনে এক সংবাদ সম্মেলনে এ তথ্য জানানো হয়। ইনকিলাব মঞ্চের নেতারা বলেন, শহীদ ওসমান হাদি ছিলেন আধিপত্যবাদবিরোধী লড়াইয়ের সাহসী কণ্ঠস্বর। তার স্মরণে বিশ্ববিদ্যালয়ে ম্যুরাল স্থাপন করা হবে। [437,280,603,423]
row-number: ১৩ [990,1208,1024,1229]
tender-id: 1209094 [990,1947,1045,2022]
table-row [990,1165,1511,1186]
signatory-title: Executive Engineer [581,2252,723,2273]
row-number: ০৬ [990,1043,1024,1065]
note-line: To submit e-Tender, registration in the national e-GP system portal (https://www.eprocure.gov.bd) is required. Further information and guideline are available in the national e-GP portal and from e-GP help desk (helpdesk@eprocure. gov.bd) [28,1366,734,1393]
package-description: Goods, Procurement of fortified Soyabean Oil for ration of Noakhali district police (3rd Quarter). FY-2025-2026 (1 January 2025 to 31 March 2025) [105,1253,528,1286]
table-row [990,1947,1511,2022]
tender-id: 1209092 [990,1811,1045,1872]
row-number: ০৮ [990,1086,1024,1107]
date-line: মঙ্গলবার ১৩ জানুয়ারি ২০২৬, ২৯ পৌষ ১৪৩২ [1181,22,1442,38]
table-row [990,1001,1511,1022]
signatory-division: PWD Division, Shariatpur. [555,2273,749,2294]
table-row [990,1043,1511,1065]
story-women-nomination [783,993,962,1932]
